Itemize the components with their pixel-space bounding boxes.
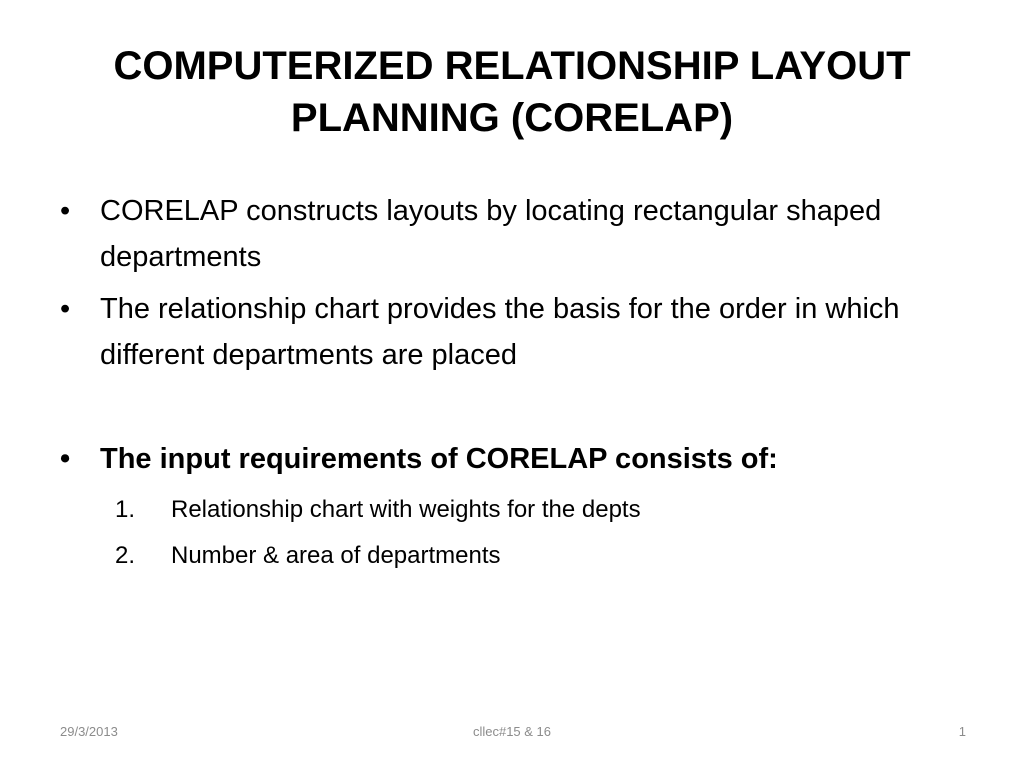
bullet-marker: • bbox=[60, 293, 71, 325]
numbered-item bbox=[58, 538, 988, 574]
spacer bbox=[58, 384, 988, 436]
slide-body bbox=[58, 188, 988, 574]
numbered-text: Number & area of departments bbox=[171, 542, 501, 569]
bullet-marker: • bbox=[60, 443, 71, 475]
bullet-text: CORELAP constructs layouts by locating rectangular shaped departments bbox=[100, 195, 882, 273]
number-marker: 2. bbox=[115, 542, 136, 569]
bullet-item bbox=[58, 188, 988, 280]
numbered-item bbox=[58, 492, 988, 528]
slide-title: COMPUTERIZED RELATIONSHIP LAYOUT PLANNING (CORELAP) bbox=[113, 44, 911, 140]
page-number: 1 bbox=[958, 724, 966, 739]
bullet-item bbox=[58, 286, 988, 378]
footer-center-text: cllec#15 & 16 bbox=[472, 724, 552, 739]
bullet-text: The input requirements of CORELAP consists of: bbox=[100, 443, 778, 475]
bullet-item-input-requirements bbox=[58, 436, 988, 482]
footer-date: 29/3/2013 bbox=[60, 724, 118, 739]
number-marker: 1. bbox=[115, 496, 136, 523]
bullet-text: The relationship chart provides the basis for the order in which different departments are placed bbox=[100, 293, 900, 371]
numbered-text: Relationship chart with weights for the depts bbox=[171, 496, 641, 523]
bullet-marker: • bbox=[60, 195, 71, 227]
